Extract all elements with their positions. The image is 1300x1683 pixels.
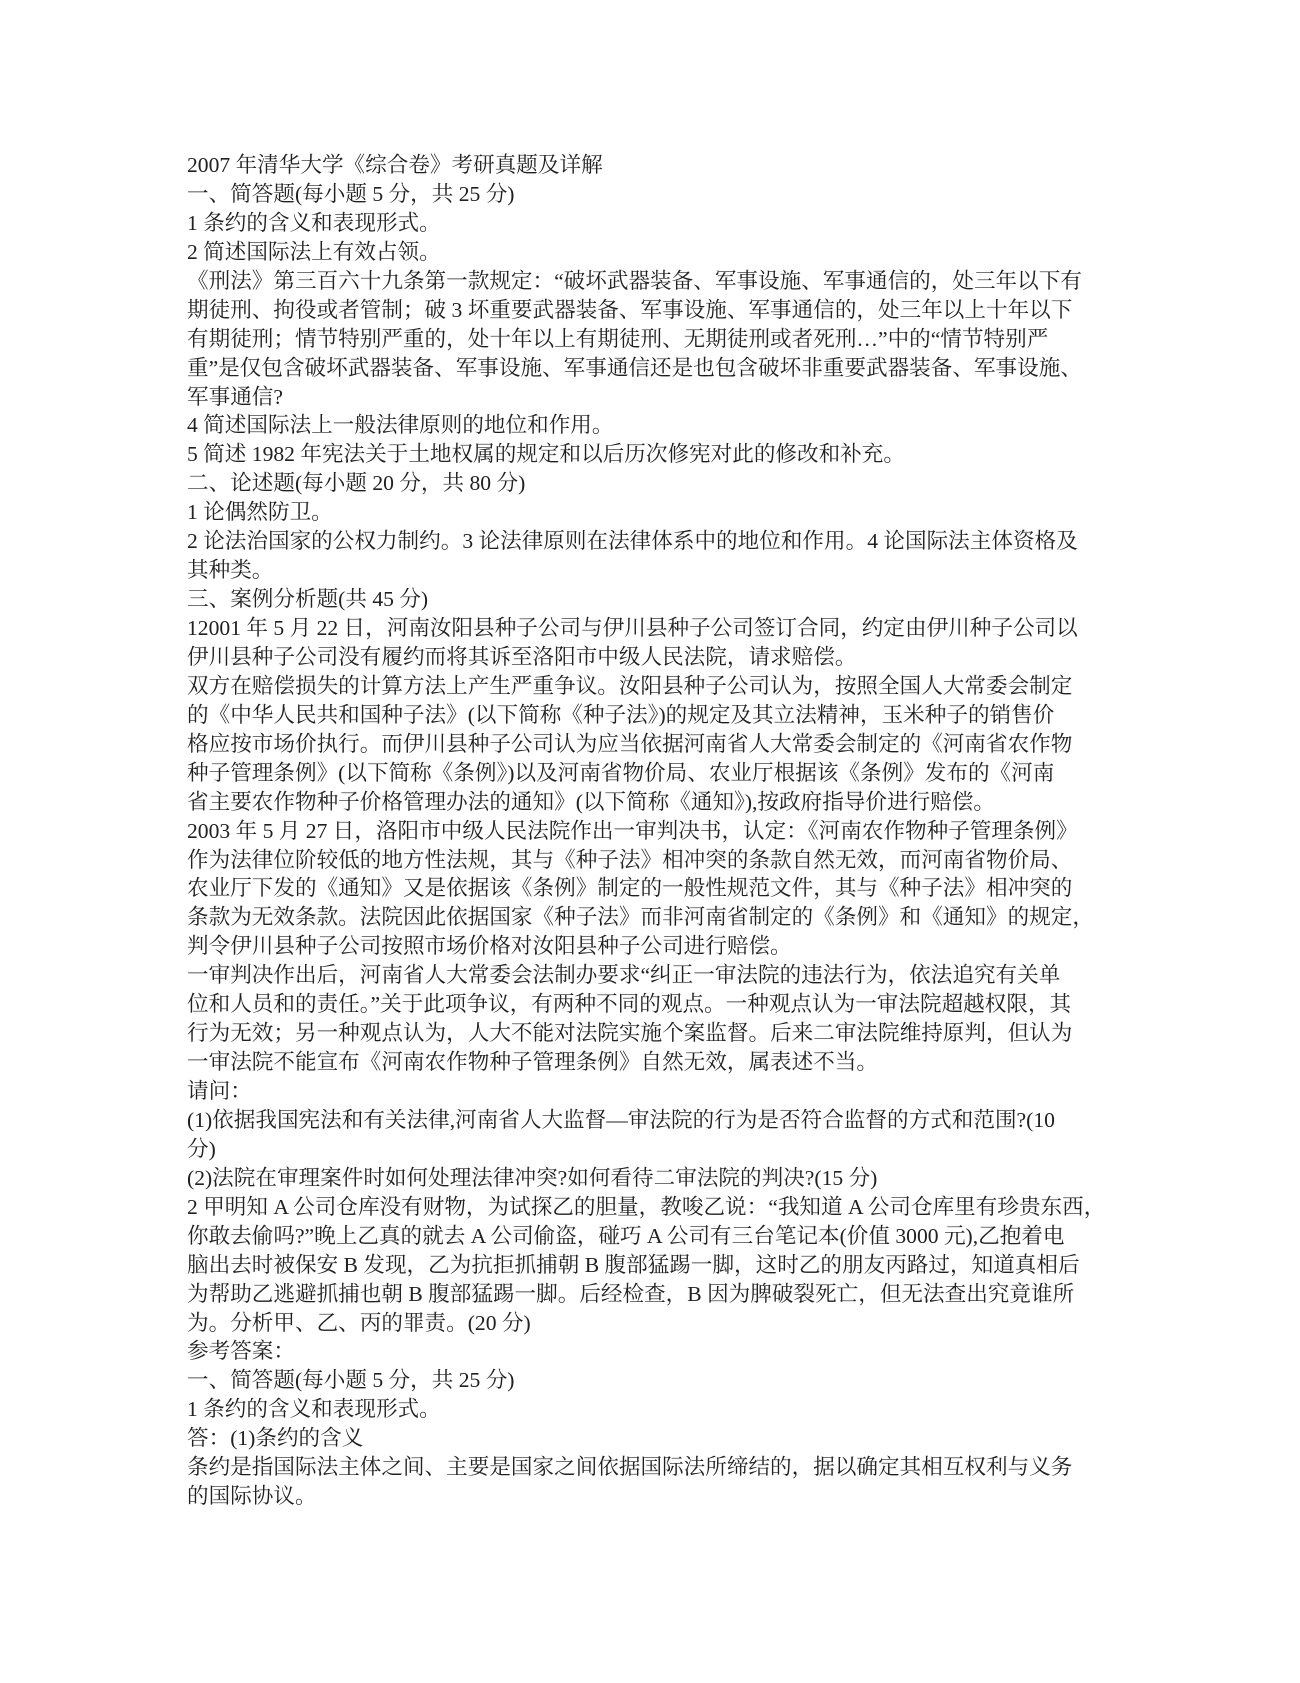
text-line: 有期徒刑；情节特别严重的，处十年以上有期徒刑、无期徒刑或者死刑…”中的“情节特别严	[187, 326, 1049, 351]
text-line: 一审法院不能宣布《河南农作物种子管理条例》自然无效，属表述不当。	[187, 1050, 879, 1075]
text-line: 其种类。	[187, 558, 274, 583]
text-line: 种子管理条例》(以下简称《条例》)以及河南省物价局、农业厅根据该《条例》发布的《河南	[187, 760, 1055, 785]
text-line: (1)依据我国宪法和有关法律,河南省人大监督—审法院的行为是否符合监督的方式和范围?(10	[187, 1107, 1055, 1132]
text-line: 4 简述国际法上一般法律原则的地位和作用。	[187, 413, 614, 438]
text-line: 请问：	[187, 1079, 252, 1103]
text-line: 你敢去偷吗?”晚上乙真的就去 A 公司偷盗，碰巧 A 公司有三台笔记本(价值 3000 元),乙抱着电	[187, 1223, 1065, 1248]
text-line: 1 条约的含义和表现形式。	[187, 210, 441, 235]
text-line: 《刑法》第三百六十九条第一款规定：“破坏武器装备、军事设施、军事通信的，处三年以下有	[187, 268, 1082, 293]
text-line: 行为无效；另一种观点认为，人大不能对法院实施个案监督。后来二审法院维持原判，但认为	[187, 1021, 1073, 1046]
text-line: 1 条约的含义和表现形式。	[187, 1397, 441, 1422]
text-line: 条款为无效条款。法院因此依据国家《种子法》而非河南省制定的《条例》和《通知》的规定，	[187, 905, 1094, 930]
text-line: 判令伊川县种子公司按照市场价格对汝阳县种子公司进行赔偿。	[187, 934, 792, 959]
text-line: 二、论述题(每小题 20 分，共 80 分)	[187, 471, 526, 496]
text-line: 2 甲明知 A 公司仓库没有财物，为试探乙的胆量，教唆乙说：“我知道 A 公司仓库里有珍贵东西，	[187, 1194, 1106, 1219]
text-line: 期徒刑、拘役或者管制；破 3 坏重要武器装备、军事设施、军事通信的，处三年以上十年以下	[187, 297, 1073, 322]
document-page	[187, 151, 1127, 1511]
text-line: 答：(1)条约的含义	[187, 1426, 364, 1451]
text-line: 双方在赔偿损失的计算方法上产生严重争议。汝阳县种子公司认为，按照全国人大常委会制定	[187, 673, 1073, 698]
text-line: 2 简述国际法上有效占领。	[187, 239, 441, 264]
text-line: 一审判决作出后，河南省人大常委会法制办要求“纠正一审法院的违法行为，依法追究有关单	[187, 963, 1061, 988]
text-line: 位和人员和的责任。”关于此项争议，有两种不同的观点。一种观点认为一审法院超越权限，其	[187, 992, 1072, 1017]
text-line: 省主要农作物种子价格管理办法的通知》(以下简称《通知》),按政府指导价进行赔偿。	[187, 789, 995, 814]
text-line: 农业厅下发的《通知》又是依据该《条例》制定的一般性规范文件，其与《种子法》相冲突的	[187, 876, 1073, 901]
text-line: 脑出去时被保安 B 发现，乙为抗拒抓捕朝 B 腹部猛踢一脚，这时乙的朋友丙路过，知道真相后	[187, 1252, 1080, 1277]
text-line: 重”是仅包含破坏武器装备、军事设施、军事通信还是也包含破坏非重要武器装备、军事设施、	[187, 355, 1082, 380]
text-line: 为。分析甲、乙、丙的罪责。(20 分)	[187, 1310, 531, 1335]
text-line: 1 论偶然防卫。	[187, 500, 333, 525]
text-line: 分)	[187, 1136, 216, 1161]
text-line: 参考答案：	[187, 1339, 295, 1364]
text-line: 2003 年 5 月 27 日，洛阳市中级人民法院作出一审判决书，认定：《河南农作物种子管理条例》	[187, 818, 1078, 843]
text-line: 三、案例分析题(共 45 分)	[187, 587, 429, 612]
text-line: 作为法律位阶较低的地方性法规，其与《种子法》相冲突的条款自然无效，而河南省物价局、	[187, 847, 1073, 872]
text-line: 2 论法治国家的公权力制约。3 论法律原则在法律体系中的地位和作用。4 论国际法主体资格及	[187, 529, 1078, 554]
text-line: 一、简答题(每小题 5 分，共 25 分)	[187, 1368, 515, 1393]
document-title: 2007 年清华大学《综合卷》考研真题及详解	[187, 153, 603, 177]
text-line: 的国际协议。	[187, 1484, 317, 1509]
text-line: 12001 年 5 月 22 日，河南汝阳县种子公司与伊川县种子公司签订合同，约定由伊川种子公司以	[187, 616, 1078, 640]
text-line: 格应按市场价执行。而伊川县种子公司认为应当依据河南省人大常委会制定的《河南省农作物	[187, 731, 1073, 756]
text-line: (2)法院在审理案件时如何处理法律冲突?如何看待二审法院的判决?(15 分)	[187, 1165, 878, 1190]
text-line: 一、简答题(每小题 5 分，共 25 分)	[187, 181, 515, 206]
text-line: 军事通信?	[187, 384, 283, 409]
text-line: 为帮助乙逃避抓捕也朝 B 腹部猛踢一脚。后经检查，B 因为脾破裂死亡，但无法查出究竟谁所	[187, 1281, 1075, 1306]
text-line: 的《中华人民共和国种子法》(以下简称《种子法》)的规定及其立法精神，玉米种子的销售价	[187, 702, 1055, 727]
text-line: 5 简述 1982 年宪法关于土地权属的规定和以后历次修宪对此的修改和补充。	[187, 442, 905, 467]
text-line: 伊川县种子公司没有履约而将其诉至洛阳市中级人民法院，请求赔偿。	[187, 644, 857, 669]
text-line: 条约是指国际法主体之间、主要是国家之间依据国际法所缔结的，据以确定其相互权利与义务	[187, 1455, 1073, 1480]
